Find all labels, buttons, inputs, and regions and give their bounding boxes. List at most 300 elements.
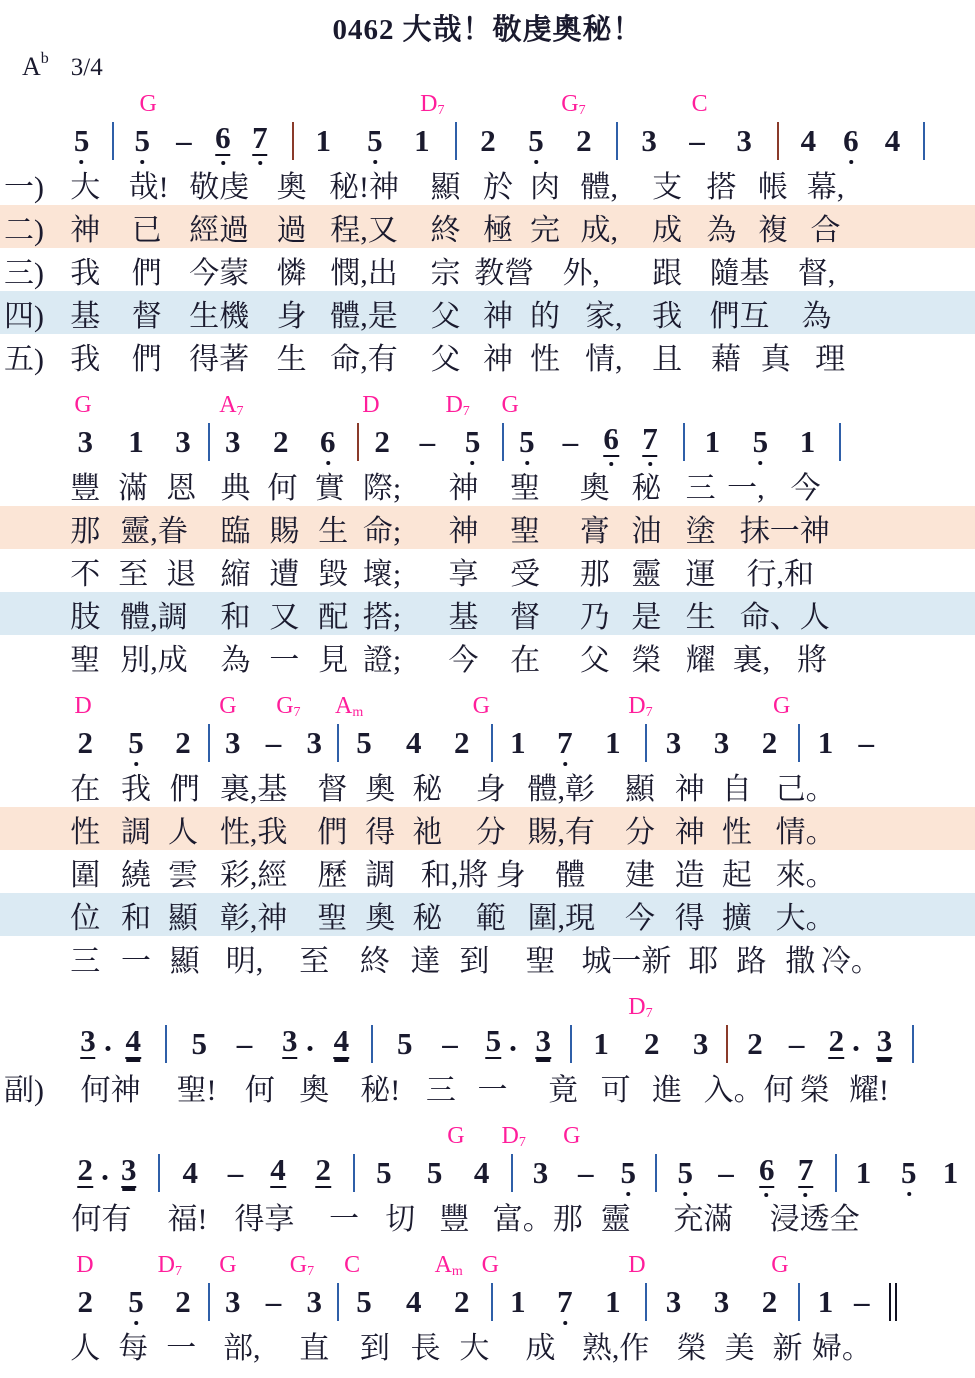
lyric-syllable: 遭	[269, 558, 300, 591]
note-digit: 5	[128, 725, 144, 760]
chord-symbol	[219, 1253, 236, 1277]
chord-root: G	[219, 1252, 237, 1278]
note-digit: 7	[252, 120, 268, 155]
chord-root: D	[157, 1252, 175, 1278]
lyric-syllable: 造	[674, 859, 705, 892]
note-digit: 4	[270, 1152, 286, 1187]
barline	[798, 1283, 800, 1321]
note-digit: 5	[752, 424, 769, 459]
lyric-syllable: 別,成	[120, 644, 188, 677]
lyric-syllable: 顯	[169, 945, 200, 978]
chord-quality: 7	[175, 1264, 182, 1279]
lyric-syllable: 顯	[625, 773, 656, 806]
lyric-syllable: 範	[475, 902, 506, 935]
chord-root: G	[773, 693, 791, 719]
lyric-syllable: 情,	[585, 343, 623, 376]
verse-number: 三)	[4, 257, 44, 290]
lyric-syllable: 教營	[474, 257, 535, 290]
lyric-syllable: 靈	[631, 558, 662, 591]
notation-row	[0, 1017, 975, 1065]
chord-root: D	[628, 1252, 646, 1278]
verse-number: 四)	[4, 300, 44, 333]
lyric-syllable: 分	[625, 816, 656, 849]
page-title	[0, 0, 975, 47]
lyric-syllable: 神	[674, 773, 705, 806]
chord-quality: 7	[578, 103, 586, 118]
barline	[777, 122, 779, 160]
note-digit: 5	[426, 1155, 443, 1190]
lyric-syllable: 榮	[799, 1074, 830, 1107]
lyric-syllable: 彩,經	[219, 859, 288, 892]
note-digit: 3	[80, 1023, 96, 1058]
chord-symbol	[773, 694, 790, 718]
lyric-syllable: 際;	[362, 472, 402, 505]
lyric-syllable: 每	[118, 1332, 149, 1365]
chord-symbol	[219, 694, 236, 718]
barline	[208, 1283, 210, 1321]
chord-root: C	[691, 91, 708, 117]
system-spacer	[0, 1366, 975, 1378]
lyric-syllable: 至	[299, 945, 330, 978]
barline	[292, 122, 294, 160]
lyric-syllable: 新	[772, 1332, 803, 1365]
lyric-syllable: 乃	[579, 601, 610, 634]
lyric-syllable: 今蒙	[189, 257, 250, 290]
chord-root: G	[561, 91, 579, 117]
barline	[337, 724, 339, 762]
lyric-syllable: 位	[70, 902, 101, 935]
music-system	[0, 690, 975, 991]
lyric-syllable: 敬虔	[189, 171, 250, 204]
barline	[208, 724, 210, 762]
note-digit: 1	[817, 725, 834, 760]
lyric-syllable: 榮	[676, 1332, 707, 1365]
lyric-syllable: 一	[477, 1074, 508, 1107]
lyric-syllable: 達	[410, 945, 441, 978]
lyric-syllable: 壞;	[362, 558, 402, 591]
note-digit: 3	[665, 1284, 682, 1319]
lyric-syllable: 性,我	[219, 816, 288, 849]
chord-symbol	[362, 393, 379, 417]
lyric-syllable: 神	[482, 343, 513, 376]
lyric-syllable: 體,彰	[527, 773, 596, 806]
lyric-syllable: 和	[220, 601, 251, 634]
lyric-syllable: 肉	[530, 171, 560, 204]
note-digit: 3	[225, 725, 241, 760]
lyric-syllable: 幕,	[806, 171, 845, 204]
barline	[357, 423, 359, 461]
chord-root: D	[628, 994, 646, 1020]
note-digit: 5	[356, 1284, 372, 1319]
lyric-syllable: 顯	[168, 902, 198, 935]
note-digit: 3	[876, 1023, 893, 1058]
note-digit: 3	[532, 1155, 549, 1190]
lyric-syllable: 我	[120, 773, 151, 806]
lyric-syllable: 冷。	[820, 945, 881, 978]
lyric-syllable: 們	[131, 343, 162, 376]
lyric-syllable: 神	[70, 214, 101, 247]
lyric-syllable: 聖	[70, 644, 101, 677]
lyric-syllable: 顯	[430, 171, 461, 204]
note-digit: 2	[77, 1152, 93, 1187]
note-digit: 5	[191, 1026, 208, 1061]
note-digit: 1	[855, 1155, 872, 1190]
lyric-syllable: 宗	[430, 257, 461, 290]
lyric-syllable: 恩	[166, 472, 197, 505]
lyric-syllable: 至	[118, 558, 149, 591]
barline	[923, 122, 925, 160]
barline	[511, 1154, 513, 1192]
lyric-syllable: 美	[724, 1332, 755, 1365]
note-digit: 1	[799, 424, 816, 459]
lyric-syllable: 聖	[525, 945, 556, 978]
system-spacer	[0, 377, 975, 389]
note-digit: 1	[315, 123, 332, 158]
chord-root: G	[501, 392, 519, 418]
lyric-syllable: 一	[120, 945, 151, 978]
lyric-syllable: 何神	[80, 1074, 141, 1107]
lyric-syllable: 體,是	[330, 300, 398, 333]
lyric-syllable: 身	[495, 859, 526, 892]
lyric-syllable: 是	[631, 601, 662, 634]
sustain-dash: –	[858, 725, 875, 760]
lyric-row	[0, 334, 975, 377]
lyric-syllable: 賜	[269, 515, 300, 548]
lyric-syllable: 督	[131, 300, 162, 333]
chord-symbol	[447, 1124, 464, 1148]
chord-root: G	[447, 1123, 465, 1149]
lyric-syllable: 何	[267, 472, 298, 505]
lyric-syllable: 三	[685, 472, 716, 505]
note-digit: 5	[128, 1284, 144, 1319]
lyric-syllable: 竟	[548, 1074, 579, 1107]
lyric-syllable: 支	[652, 171, 683, 204]
note-digit: 3	[282, 1023, 298, 1058]
chord-row	[0, 1249, 975, 1279]
barline	[835, 1154, 837, 1192]
key-and-meter	[22, 52, 103, 82]
chord-row	[0, 1120, 975, 1150]
note-digit: 1	[128, 424, 144, 459]
chord-quality: 7	[518, 1135, 526, 1150]
chord-quality: 7	[236, 404, 244, 419]
lyric-syllable: 性	[721, 816, 752, 849]
note-digit: 3	[535, 1023, 551, 1058]
sustain-dash: –	[577, 1155, 594, 1190]
lyric-syllable: 身	[276, 300, 307, 333]
lyric-syllable: 聖	[317, 902, 348, 935]
lyric-syllable: 充滿	[673, 1203, 734, 1236]
lyric-syllable: 那	[579, 558, 610, 591]
lyric-syllable: 享	[448, 558, 479, 591]
lyric-syllable: 奧	[299, 1074, 330, 1107]
lyric-syllable: 奧	[365, 773, 396, 806]
lyric-syllable: 裏,	[732, 644, 771, 677]
chord-root: G	[289, 1252, 308, 1278]
lyric-syllable: 起	[721, 859, 752, 892]
chord-row	[0, 389, 975, 419]
note-digit: 3	[713, 1284, 730, 1319]
lyric-row	[0, 291, 975, 334]
lyric-syllable: 性	[70, 816, 101, 849]
lyric-syllable: 路	[736, 945, 767, 978]
lyric-row	[0, 1323, 975, 1366]
lyric-syllable: 得著	[189, 343, 250, 376]
chord-symbol	[628, 694, 652, 718]
lyric-syllable: 今	[790, 472, 821, 505]
lyric-syllable: 歷	[317, 859, 348, 892]
lyric-syllable: 成	[652, 214, 683, 247]
lyric-syllable: 生機	[189, 300, 250, 333]
lyric-syllable: 父	[430, 343, 461, 376]
notation-row	[0, 716, 975, 764]
note-digit: 2	[175, 1284, 191, 1319]
lyric-syllable: 為	[706, 214, 737, 247]
note-digit: 5	[134, 123, 151, 158]
chord-symbol	[435, 1253, 463, 1277]
music-systems	[0, 88, 975, 1378]
barline	[337, 1283, 339, 1321]
lyric-syllable: 今	[625, 902, 656, 935]
lyric-syllable: 神	[482, 300, 513, 333]
hymn-number: 0462	[332, 14, 395, 46]
lyric-syllable: 進	[652, 1074, 683, 1107]
note-digit: 3	[306, 725, 322, 760]
chord-symbol	[219, 393, 243, 417]
sustain-dash: –	[176, 123, 192, 158]
lyric-syllable: 督,	[797, 257, 836, 290]
lyric-syllable: 豐	[439, 1203, 470, 1236]
lyric-syllable: 賜,有	[527, 816, 596, 849]
lyric-syllable: 祂	[412, 816, 443, 849]
note-digit: 1	[414, 123, 430, 158]
lyric-syllable: 調	[365, 859, 396, 892]
chord-root: D	[74, 693, 92, 719]
lyric-syllable: 耀!	[848, 1074, 889, 1107]
note-digit: 1	[817, 1284, 834, 1319]
note-digit: 2	[77, 725, 93, 760]
chord-symbol	[74, 694, 91, 718]
music-system	[0, 991, 975, 1120]
lyric-syllable: 聖	[510, 472, 541, 505]
lyric-syllable: 又	[269, 601, 300, 634]
lyric-syllable: 靈	[600, 1203, 631, 1236]
system-spacer	[0, 678, 975, 690]
note-digit: 7	[557, 725, 573, 760]
lyric-syllable: 擴	[721, 902, 752, 935]
note-digit: 2	[644, 1026, 660, 1061]
lyric-syllable: 自	[721, 773, 752, 806]
lyric-syllable: 在	[510, 644, 541, 677]
lyric-syllable: 生	[276, 343, 307, 376]
chord-symbol	[420, 92, 444, 116]
lyric-syllable: 秘!神	[329, 171, 399, 204]
note-digit: 5	[519, 424, 535, 459]
chord-symbol	[771, 1253, 788, 1277]
augmentation-dot	[511, 1046, 516, 1051]
chord-symbol	[473, 694, 490, 718]
chord-symbol	[158, 1253, 182, 1277]
lyric-row	[0, 1065, 975, 1108]
note-digit: 1	[593, 1026, 609, 1061]
lyric-row	[0, 506, 975, 549]
lyric-syllable: 督	[317, 773, 348, 806]
note-digit: 1	[510, 1284, 526, 1319]
note-digit: 3	[225, 424, 241, 459]
chord-quality: 7	[437, 103, 445, 118]
lyric-syllable: 城一新	[581, 945, 672, 978]
lyric-syllable: 為	[801, 300, 832, 333]
lyric-syllable: 建	[625, 859, 656, 892]
lyric-syllable: 雲	[168, 859, 198, 892]
lyric-syllable: 為	[220, 644, 251, 677]
barline	[491, 724, 493, 762]
note-digit: 1	[605, 1284, 621, 1319]
note-digit: 2	[480, 123, 496, 158]
lyric-syllable: 行,和	[746, 558, 815, 591]
note-digit: 4	[473, 1155, 490, 1190]
lyric-syllable: 命、人	[739, 601, 830, 634]
lyric-syllable: 大	[70, 171, 101, 204]
sustain-dash: –	[227, 1155, 244, 1190]
lyric-syllable: 父	[430, 300, 461, 333]
lyric-syllable: 彰,神	[219, 902, 288, 935]
chord-root: D	[362, 392, 380, 418]
note-digit: 2	[576, 123, 592, 158]
lyric-syllable: 何	[244, 1074, 275, 1107]
augmentation-dot	[105, 1046, 110, 1051]
chord-symbol	[344, 1253, 360, 1277]
lyric-row	[0, 592, 975, 635]
lyric-syllable: 我	[70, 257, 101, 290]
sustain-dash: –	[265, 725, 282, 760]
note-digit: 7	[557, 1284, 573, 1319]
lyric-row	[0, 936, 975, 979]
time-signature: 3/4	[70, 54, 103, 81]
chord-symbol	[445, 393, 469, 417]
note-digit: 2	[828, 1023, 845, 1058]
barline	[158, 1154, 160, 1192]
chord-root: A	[434, 1252, 452, 1278]
lyric-syllable: 家,	[585, 300, 623, 333]
barline	[491, 1283, 493, 1321]
chord-row	[0, 88, 975, 118]
chord-root: D	[420, 91, 438, 117]
note-digit: 3	[120, 1152, 137, 1187]
note-digit: 5	[677, 1155, 694, 1190]
note-digit: 2	[272, 424, 289, 459]
chord-root: C	[344, 1252, 361, 1278]
barline	[655, 1154, 657, 1192]
lyric-syllable: 在	[70, 773, 101, 806]
note-digit: 5	[376, 1155, 392, 1190]
lyric-syllable: 隨基	[709, 257, 770, 290]
chord-row	[0, 991, 975, 1021]
note-digit: 5	[528, 123, 544, 158]
lyric-syllable: 一,	[727, 472, 765, 505]
lyric-syllable: 調	[120, 816, 151, 849]
lyric-syllable: 長	[410, 1332, 441, 1365]
chord-root: G	[74, 392, 92, 418]
lyric-syllable: 們互	[709, 300, 770, 333]
lyric-syllable: 和,將	[420, 859, 489, 892]
lyric-syllable: 我	[652, 300, 683, 333]
lyric-syllable: 命;	[362, 515, 402, 548]
lyric-row	[0, 162, 975, 205]
chord-quality: 7	[293, 705, 301, 720]
lyric-syllable: 塗	[685, 515, 716, 548]
chord-symbol	[628, 1253, 645, 1277]
lyric-syllable: 運	[685, 558, 716, 591]
note-digit: 3	[77, 424, 93, 459]
lyric-syllable: 大。	[775, 902, 836, 935]
lyric-syllable: 何有	[71, 1203, 132, 1236]
lyric-syllable: 完	[530, 214, 560, 247]
chord-symbol	[628, 995, 652, 1019]
lyric-syllable: 縮	[220, 558, 251, 591]
lyric-syllable: 理	[815, 343, 846, 376]
notation-row	[0, 1146, 975, 1194]
augmentation-dot	[307, 1046, 312, 1051]
lyric-syllable: 滿	[118, 472, 149, 505]
lyric-row	[0, 1194, 975, 1237]
note-digit: 4	[125, 1023, 141, 1058]
sustain-dash: –	[236, 1026, 253, 1061]
lyric-syllable: 耀	[685, 644, 716, 677]
barline	[455, 122, 457, 160]
music-system	[0, 88, 975, 389]
lyric-row	[0, 850, 975, 893]
chord-symbol	[76, 1253, 93, 1277]
music-system	[0, 389, 975, 690]
lyric-syllable: 成	[525, 1332, 556, 1365]
lyric-syllable: 搭	[706, 171, 737, 204]
lyric-syllable: 哉!	[128, 171, 169, 204]
lyric-syllable: 到	[459, 945, 490, 978]
lyric-syllable: 神	[448, 515, 479, 548]
note-digit: 5	[485, 1023, 502, 1058]
chord-root: G	[481, 1252, 499, 1278]
lyric-syllable: 身	[475, 773, 506, 806]
lyric-syllable: 合	[810, 214, 841, 247]
lyric-syllable: 且	[652, 343, 683, 376]
chord-root: D	[76, 1252, 94, 1278]
lyric-syllable: 奧	[365, 902, 396, 935]
lyric-syllable: 大	[459, 1332, 490, 1365]
lyric-syllable: 明,	[225, 945, 264, 978]
note-digit: 2	[453, 1284, 470, 1319]
note-digit: 6	[215, 120, 231, 155]
barline	[502, 423, 504, 461]
note-digit: 2	[315, 1152, 332, 1187]
augmentation-dot	[854, 1046, 859, 1051]
lyric-row	[0, 764, 975, 807]
note-digit: 1	[605, 725, 621, 760]
lyric-syllable: 典	[220, 472, 251, 505]
lyric-syllable: 憐	[276, 257, 307, 290]
lyric-syllable: 膏	[579, 515, 610, 548]
lyric-syllable: 基	[70, 300, 101, 333]
note-digit: 2	[77, 1284, 93, 1319]
note-digit: 2	[761, 1284, 778, 1319]
lyric-syllable: 體,	[580, 171, 619, 204]
lyric-syllable: 不	[70, 558, 101, 591]
lyric-syllable: 終	[430, 214, 461, 247]
barline	[165, 1025, 167, 1063]
lyric-syllable: 耶	[688, 945, 719, 978]
chord-symbol	[335, 694, 363, 718]
lyric-syllable: 命,有	[330, 343, 398, 376]
